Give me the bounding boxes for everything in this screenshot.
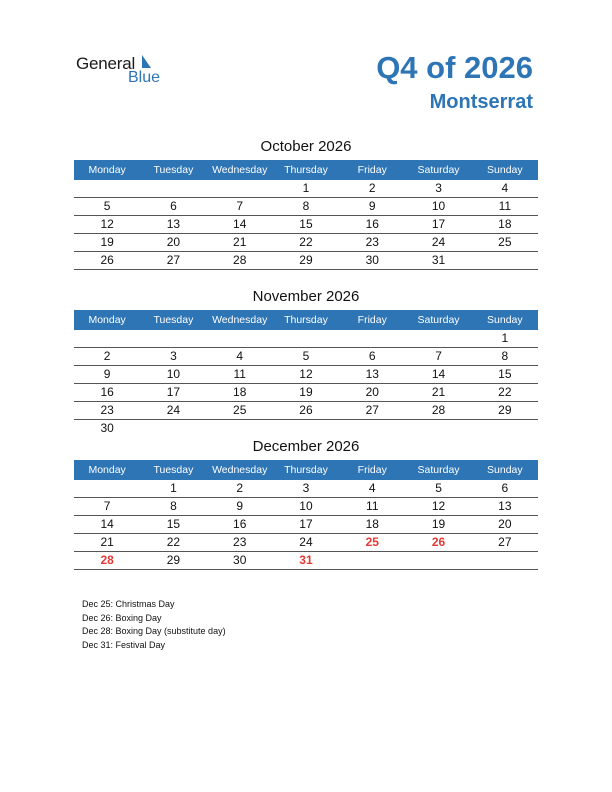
day-cell: 4: [368, 481, 376, 495]
week-row: [74, 330, 538, 348]
day-cell: 5: [435, 481, 442, 495]
weekday-label: Wednesday: [212, 164, 268, 176]
day-cell: 20: [166, 235, 181, 249]
day-cell: [339, 552, 405, 569]
day-cell: 4: [501, 181, 509, 195]
month-title: December 2026: [252, 438, 360, 455]
weekday-label: Sunday: [487, 314, 523, 326]
weekday-label: Monday: [88, 164, 126, 176]
day-cell: 26: [299, 403, 313, 417]
day-cell: 8: [501, 349, 509, 363]
holiday-list: [82, 598, 226, 652]
day-cell: 17: [431, 217, 446, 231]
week-row: [74, 216, 538, 234]
day-cell: 21: [431, 385, 446, 399]
weekday-label: Tuesday: [153, 164, 194, 176]
day-cell: 6: [368, 349, 376, 363]
day-cell: 23: [100, 403, 114, 417]
day-cell: 1: [170, 481, 177, 495]
day-cell: 18: [365, 517, 379, 531]
month-december: [74, 438, 538, 570]
day-cell: 5: [302, 349, 310, 363]
day-cell: 6: [170, 199, 177, 213]
day-cell: 10: [431, 199, 446, 213]
day-cell: [140, 420, 206, 437]
week-row: [74, 552, 538, 570]
day-cell: 16: [233, 517, 247, 531]
day-cell: 27: [498, 535, 512, 549]
week-row: [74, 420, 538, 437]
day-cell: 22: [299, 235, 313, 249]
day-cell: 14: [233, 217, 247, 231]
day-cell: 18: [498, 217, 512, 231]
day-cell: 14: [100, 517, 114, 531]
weekday-label: Tuesday: [153, 464, 194, 476]
weekday-header: [74, 160, 538, 180]
month-november: [74, 288, 538, 437]
page-subtitle: Montserrat: [429, 91, 533, 113]
week-row: [74, 252, 538, 270]
holiday-day-cell: 25: [365, 535, 379, 549]
day-cell: 24: [166, 403, 181, 417]
day-cell: [339, 330, 405, 347]
day-cell: [74, 480, 140, 497]
weekday-label: Friday: [357, 314, 387, 326]
day-cell: [405, 330, 471, 347]
day-cell: 2: [368, 181, 376, 195]
weekday-label: Thursday: [284, 464, 328, 476]
day-cell: 13: [166, 217, 181, 231]
day-cell: 10: [166, 367, 181, 381]
day-cell: 15: [299, 217, 313, 231]
day-cell: 1: [501, 331, 509, 345]
month-october: [74, 138, 538, 270]
day-cell: [140, 180, 206, 197]
day-cell: 22: [498, 385, 512, 399]
weekday-label: Wednesday: [212, 314, 268, 326]
day-cell: 31: [431, 253, 446, 267]
holiday-item: Dec 26: Boxing Day: [82, 612, 162, 623]
weekday-label: Saturday: [417, 164, 460, 176]
week-row: [74, 198, 538, 216]
day-cell: 25: [498, 235, 512, 249]
day-cell: [140, 330, 206, 347]
day-cell: 9: [103, 367, 111, 381]
day-cell: 24: [431, 235, 446, 249]
weekday-label: Friday: [357, 164, 387, 176]
day-cell: 26: [100, 253, 114, 267]
day-cell: 30: [100, 421, 114, 435]
day-cell: [207, 180, 273, 197]
day-cell: 5: [103, 199, 111, 213]
day-cell: 15: [166, 517, 181, 531]
week-row: [74, 348, 538, 366]
day-cell: 16: [100, 385, 114, 399]
week-row: [74, 498, 538, 516]
holiday-day-cell: 26: [431, 535, 446, 549]
day-cell: 21: [233, 235, 247, 249]
day-cell: 11: [366, 499, 379, 513]
day-cell: 8: [170, 499, 177, 513]
week-row: [74, 366, 538, 384]
day-cell: 21: [100, 535, 114, 549]
day-cell: 14: [431, 367, 446, 381]
day-cell: 13: [498, 499, 512, 513]
day-cell: 10: [299, 499, 313, 513]
day-cell: 30: [233, 553, 247, 567]
logo-blue-text: Blue: [128, 69, 161, 86]
day-cell: 15: [498, 367, 512, 381]
holiday-day-cell: 28: [100, 553, 114, 567]
day-cell: 29: [299, 253, 313, 267]
day-cell: [405, 420, 471, 437]
day-cell: 8: [302, 199, 310, 213]
day-cell: 28: [233, 253, 247, 267]
day-cell: 12: [299, 367, 313, 381]
logo-general-text: General: [76, 54, 136, 73]
day-cell: 1: [302, 181, 310, 195]
week-row: [74, 534, 538, 552]
day-cell: [74, 330, 140, 347]
logo: [76, 54, 176, 88]
month-title: October 2026: [260, 138, 352, 155]
day-cell: 12: [431, 499, 446, 513]
day-cell: 9: [368, 199, 376, 213]
logo-triangle-icon: [142, 55, 151, 68]
week-row: [74, 516, 538, 534]
day-cell: 7: [103, 499, 111, 513]
day-cell: [273, 420, 339, 437]
weekday-label: Monday: [88, 314, 126, 326]
day-cell: 4: [236, 349, 244, 363]
weekday-label: Monday: [88, 464, 126, 476]
day-cell: [273, 330, 339, 347]
day-cell: [339, 420, 405, 437]
day-cell: 6: [501, 481, 509, 495]
day-cell: 19: [100, 235, 114, 249]
day-cell: [207, 330, 273, 347]
week-row: [74, 234, 538, 252]
day-cell: 24: [299, 535, 313, 549]
weekday-label: Saturday: [417, 464, 460, 476]
day-cell: 28: [431, 403, 446, 417]
day-cell: 3: [435, 181, 442, 195]
day-cell: 11: [498, 199, 512, 213]
day-cell: 19: [431, 517, 446, 531]
day-cell: [405, 552, 471, 569]
holiday-day-cell: 31: [299, 553, 313, 567]
day-cell: 11: [233, 367, 246, 381]
month-title: November 2026: [252, 288, 360, 305]
day-cell: 30: [365, 253, 379, 267]
day-cell: 23: [365, 235, 379, 249]
weekday-label: Wednesday: [212, 464, 268, 476]
day-cell: [74, 180, 140, 197]
day-cell: [472, 552, 538, 569]
day-cell: 20: [498, 517, 512, 531]
week-row: [74, 480, 538, 498]
weekday-label: Thursday: [284, 164, 328, 176]
weekday-label: Tuesday: [153, 314, 194, 326]
day-cell: 2: [236, 481, 244, 495]
day-cell: [207, 420, 273, 437]
weekday-label: Sunday: [487, 464, 523, 476]
day-cell: 17: [299, 517, 313, 531]
day-cell: 16: [365, 217, 379, 231]
day-cell: 3: [302, 481, 310, 495]
week-row: [74, 384, 538, 402]
day-cell: 29: [498, 403, 512, 417]
weekday-header: [74, 310, 538, 330]
week-row: [74, 180, 538, 198]
day-cell: [472, 252, 538, 269]
day-cell: 23: [233, 535, 247, 549]
day-cell: 25: [233, 403, 247, 417]
day-cell: 27: [365, 403, 379, 417]
day-cell: 7: [435, 349, 442, 363]
day-cell: 9: [236, 499, 244, 513]
day-cell: 12: [100, 217, 114, 231]
holiday-item: Dec 25: Christmas Day: [82, 599, 175, 609]
week-row: [74, 402, 538, 420]
day-cell: 27: [166, 253, 181, 267]
day-cell: 17: [166, 385, 181, 399]
page-title: Q4 of 2026: [376, 50, 533, 85]
day-cell: 29: [166, 553, 181, 567]
day-cell: 20: [365, 385, 379, 399]
day-cell: 22: [166, 535, 181, 549]
holiday-item: Dec 28: Boxing Day (substitute day): [82, 626, 226, 636]
day-cell: 13: [365, 367, 379, 381]
weekday-label: Sunday: [487, 164, 523, 176]
day-cell: 18: [233, 385, 247, 399]
day-cell: 3: [170, 349, 177, 363]
weekday-header: [74, 460, 538, 480]
day-cell: 19: [299, 385, 313, 399]
weekday-label: Thursday: [284, 314, 328, 326]
holiday-item: Dec 31: Festival Day: [82, 639, 166, 650]
day-cell: 2: [103, 349, 111, 363]
day-cell: [472, 420, 538, 437]
weekday-label: Friday: [357, 464, 387, 476]
weekday-label: Saturday: [417, 314, 460, 326]
day-cell: 7: [236, 199, 244, 213]
